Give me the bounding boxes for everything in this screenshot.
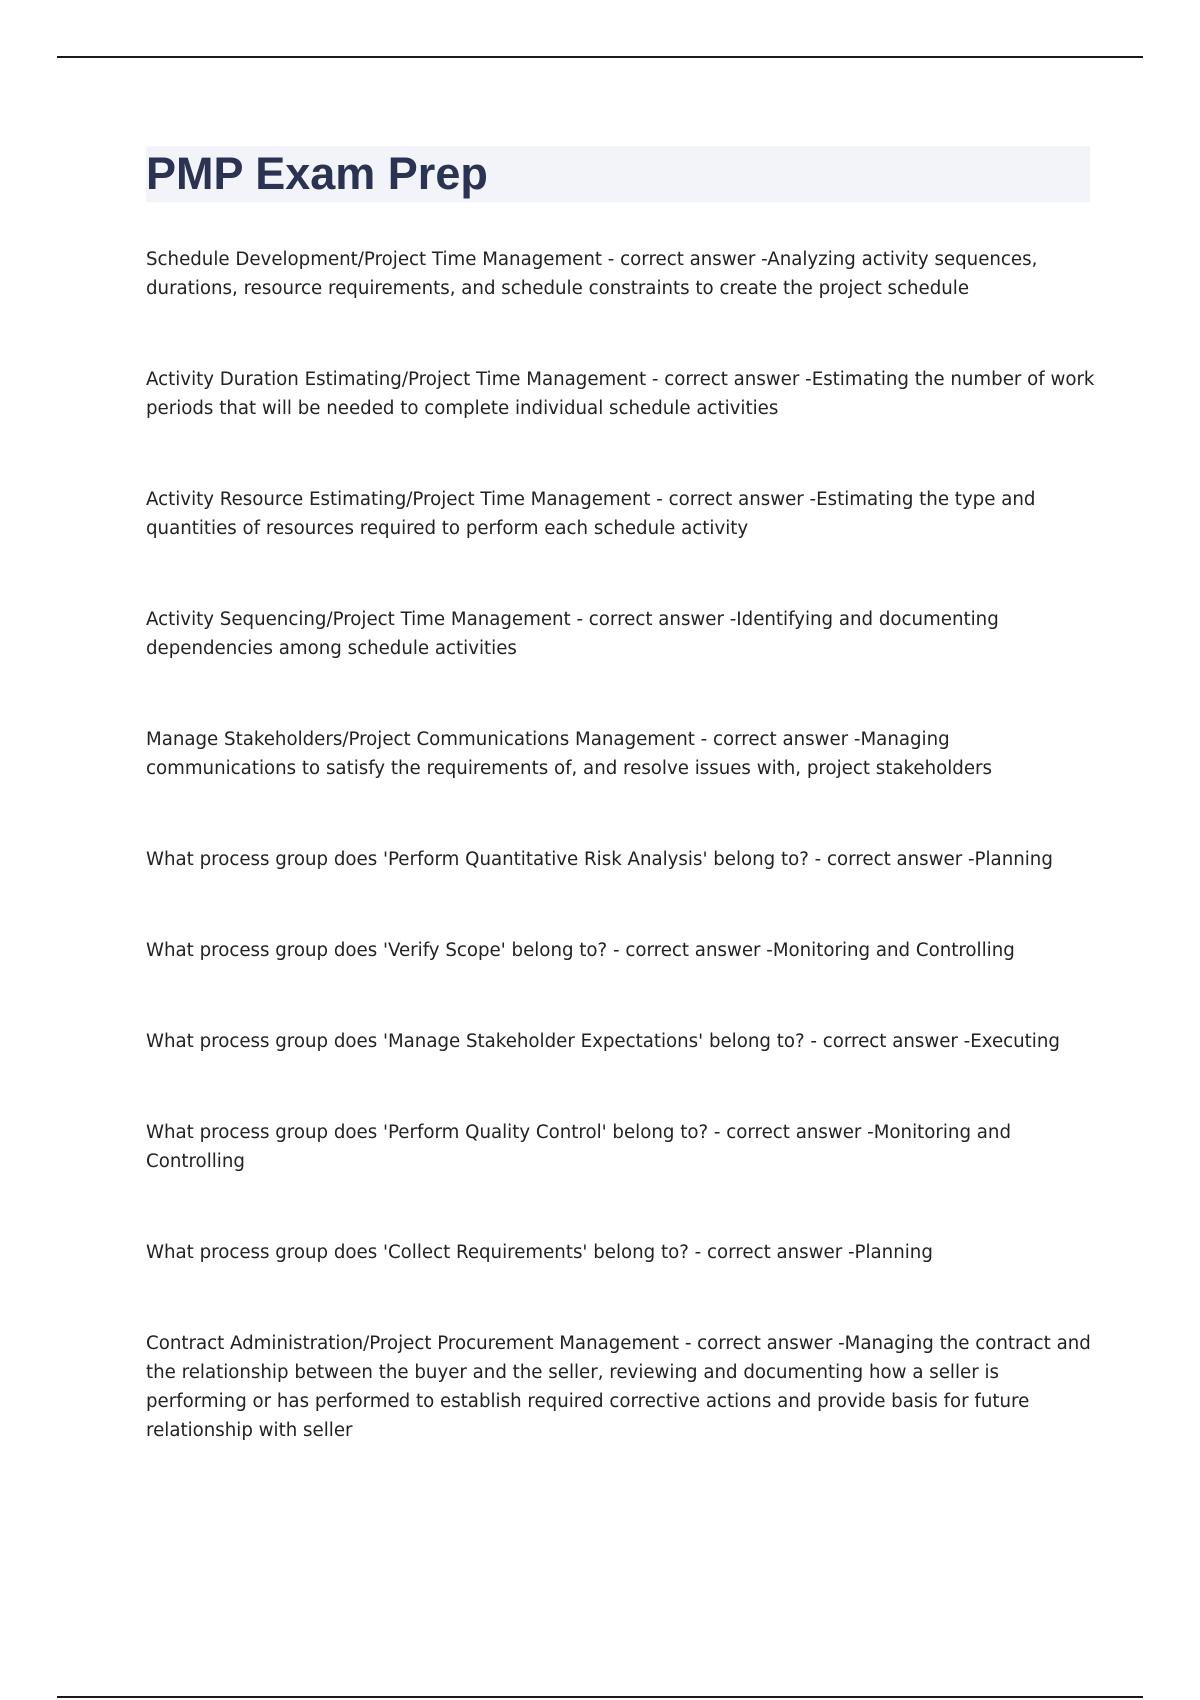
qa-entry-activity-duration-estimating: Activity Duration Estimating/Project Time Management - correct answer -Estimating the number of work periods that will be needed to complete individual schedule activities: [146, 369, 1095, 419]
qa-entry-verify-scope: What process group does 'Verify Scope' belong to? - correct answer -Monitoring and Controlling: [146, 940, 1015, 961]
qa-entry-collect-requirements: What process group does 'Collect Requirements' belong to? - correct answer -Planning: [146, 1242, 933, 1263]
qa-entry-manage-stakeholders: Manage Stakeholders/Project Communications Management - correct answer -Managing communications to satisfy the requirements of, and resolve issues with, project stakeholders: [146, 729, 992, 779]
qa-list: [146, 245, 1096, 1445]
bottom-rule: [57, 1696, 1143, 1698]
top-rule: [57, 56, 1143, 58]
qa-entry-activity-resource-estimating: Activity Resource Estimating/Project Time Management - correct answer -Estimating the type and quantities of resources required to perform each schedule activity: [146, 489, 1036, 539]
qa-entry-schedule-development: Schedule Development/Project Time Management - correct answer -Analyzing activity sequences, durations, resource requirements, and schedule constraints to create the project schedule: [146, 249, 1038, 299]
qa-entry-perform-quality-control: What process group does 'Perform Quality Control' belong to? - correct answer -Monitoring and Controlling: [146, 1122, 1011, 1172]
qa-entry-manage-stakeholder-expectations: What process group does 'Manage Stakeholder Expectations' belong to? - correct answer -Executing: [146, 1031, 1060, 1052]
qa-entry-activity-sequencing: Activity Sequencing/Project Time Management - correct answer -Identifying and documenting dependencies among schedule activities: [146, 609, 999, 659]
qa-entry-contract-administration: Contract Administration/Project Procurement Management - correct answer -Managing the contract and the relationship between the buyer and the seller, reviewing and documenting how a seller is performing or has performed to establish required corrective actions and provide basis for future relationship with seller: [146, 1333, 1091, 1441]
page-title: PMP Exam Prep: [146, 148, 488, 199]
qa-entry-quantitative-risk-analysis: What process group does 'Perform Quantitative Risk Analysis' belong to? - correct answer -Planning: [146, 849, 1053, 870]
